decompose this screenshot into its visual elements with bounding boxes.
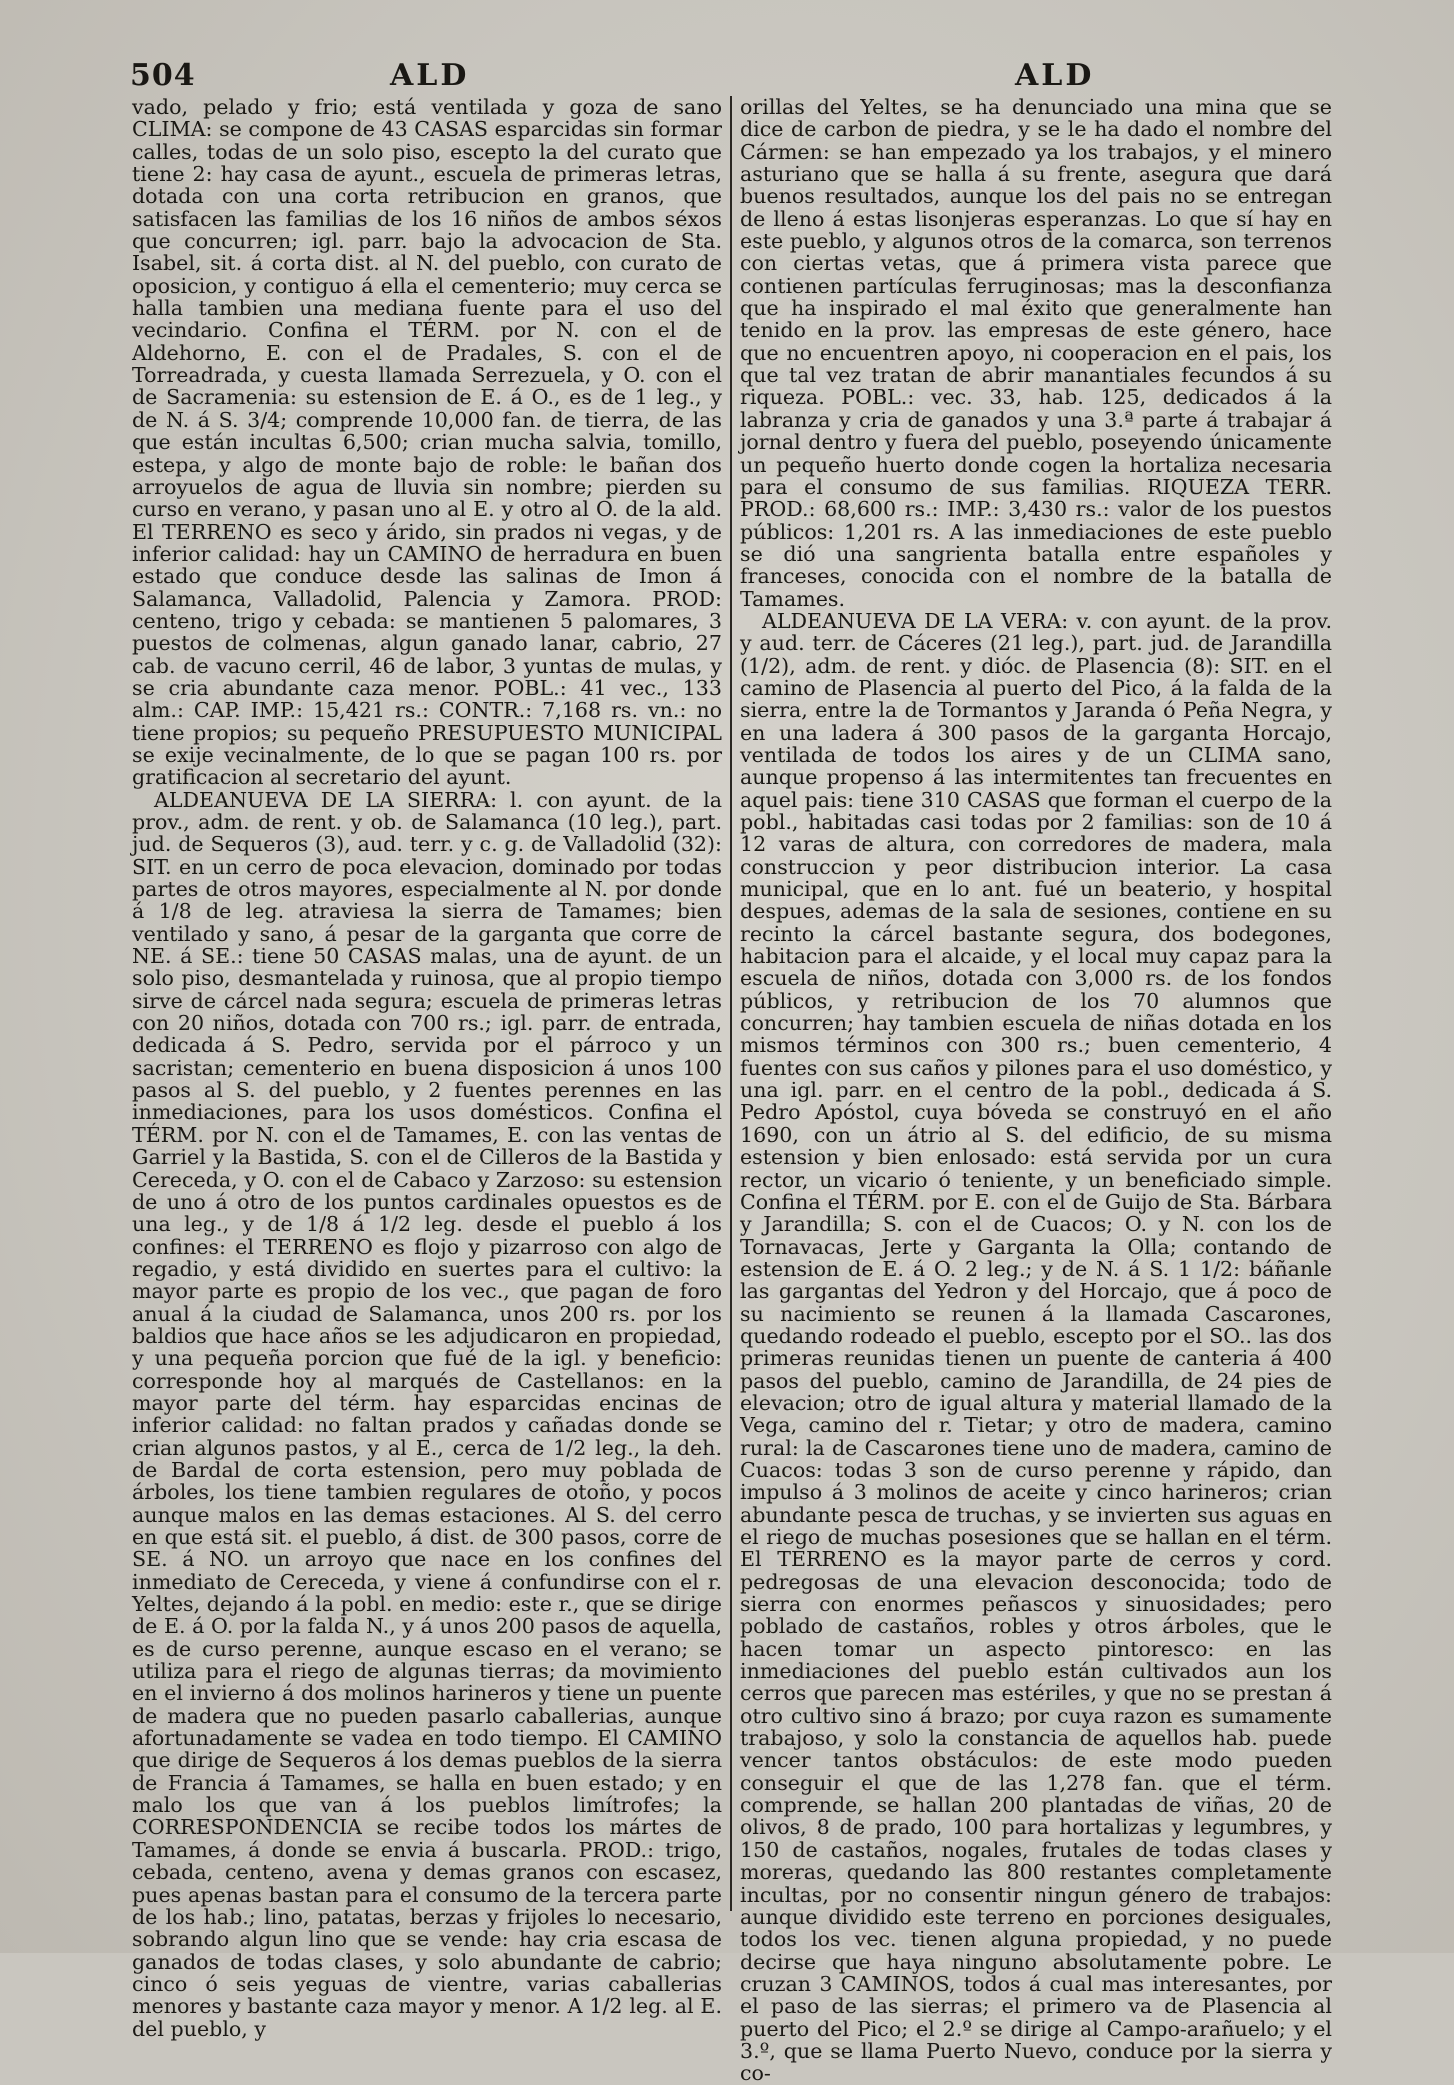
page-header: [130, 58, 1344, 98]
left-paragraph-continuation: vado, pelado y frio; está ventilada y goza de sano CLIMA: se compone de 43 CASAS esparcidas sin formar calles, todas de un solo piso, escepto la del curato que tiene 2: hay casa de ayunt., escuela de primeras letras, dotada con una corta retribucion en granos, que satisfacen las familias de los 16 niños de ambos séxos que concurren; igl. parr. bajo la advocacion de Sta. Isabel, sit. á corta dist. al N. del pueblo, con curato de oposicion, y contiguo á ella el cementerio; muy cerca se halla tambien una mediana fuente para el uso del vecindario. Confina el TÉRM. por N. con el de Aldehorno, E. con el de Pradales, S. con el de Torreadrada, y cuesta llamada Serrezuela, y O. con el de Sacramenia: su estension de E. á O., es de 1 leg., y de N. á S. 3/4; comprende 10,000 fan. de tierra, de las que están incultas 6,500; crian mucha salvia, tomillo, estepa, y algo de monte bajo de roble: le bañan dos arroyuelos de agua de lluvia sin nombre; pierden su curso en verano, y pasan uno al E. y otro al O. de la ald. El TERRENO es seco y árido, sin prados ni vegas, y de inferior calidad: hay un CAMINO de herradura en buen estado que conduce desde las salinas de Imon á Salamanca, Valladolid, Palencia y Zamora. PROD: centeno, trigo y cebada: se mantienen 5 palomares, 3 puestos de colmenas, algun ganado lanar, cabrio, 27 cab. de vacuno cerril, 46 de labor, 3 yuntas de mulas, y se cria abundante caza menor. POBL.: 41 vec., 133 alm.: CAP. IMP.: 15,421 rs.: CONTR.: 7,168 rs. vn.: no tiene propios; su pequeño PRESUPUESTO MUNICIPAL se exije vecinalmente, de lo que se pagan 100 rs. por gratificacion al secretario del ayunt.: [132, 95, 722, 790]
entry-aldeanueva-de-la-sierra: ALDEANUEVA DE LA SIERRA: l. con ayunt. de la prov., adm. de rent. y ob. de Salamanca (10 leg.), part. jud. de Sequeros (3), aud. terr. y c. g. de Valladolid (32): SIT. en un cerro de poca elevacion, dominado por todas partes de otros mayores, especialmente al N. por donde á 1/8 de leg. atraviesa la sierra de Tamames; bien ventilado y sano, á pesar de la garganta que corre de NE. á SE.: tiene 50 CASAS malas, una de ayunt. de un solo piso, desmantelada y ruinosa, que al propio tiempo sirve de cárcel nada segura; escuela de primeras letras con 20 niños, dotada con 700 rs.; igl. parr. de entrada, dedicada á S. Pedro, servida por el párroco y un sacristan; cementerio en buena disposicion á unos 100 pasos al S. del pueblo, y 2 fuentes perennes en las inmediaciones, para los usos domésticos. Confina el TÉRM. por N. con el de Tamames, E. con las ventas de Garriel y la Bastida, S. con el de Cilleros de la Bastida y Cereceda, y O. con el de Cabaco y Zarzoso: su estension de uno á otro de los puntos cardinales opuestos es de una leg., y de 1/8 á 1/2 leg. desde el pueblo á los confines: el TERRENO es flojo y pizarroso con algo de regadio, y está dividido en suertes para el cultivo: la mayor parte es propio de los vec., que pagan de foro anual á la ciudad de Salamanca, unos 200 rs. por los baldios que hace años se les adjudicaron en propiedad, y una pequeña porcion que fué de la igl. y beneficio: corresponde hoy al marqués de Castellanos: en la mayor parte del térm. hay esparcidas encinas de inferior calidad: no faltan prados y cañadas donde se crian algunos pastos, y al E., cerca de 1/2 leg., la deh. de Bardal de corta estension, pero muy poblada de árboles, los tiene tambien regulares de otoño, y pocos aunque malos en las demas estaciones. Al S. del cerro en que está sit. el pueblo, á dist. de 300 pasos, corre de SE. á NO. un arroyo que nace en los confines del inmediato de Cereceda, y viene á confundirse con el r. Yeltes, dejando á la pobl. en medio: este r., que se dirige de E. á O. por la falda N., y á unos 200 pasos de aquella, es de curso perenne, aunque escaso en el verano; se utiliza para el riego de algunas tierras; da movimiento en el invierno á dos molinos harineros y tiene un puente de madera que no pueden pasarlo caballerias, aunque afortunadamente se vadea en todo tiempo. El CAMINO que dirige de Sequeros á los demas pueblos de la sierra de Francia á Tamames, se halla en buen estado; y en malo los que van á los pueblos limítrofes; la CORRESPONDENCIA se recibe todos los mártes de Tamames, á donde se envia á buscarla. PROD.: trigo, cebada, centeno, avena y demas granos con escasez, pues apenas bastan para el consumo de la tercera parte de los hab.; lino, patatas, berzas y frijoles lo necesario, sobrando algun lino que se vende: hay cria escasa de ganados de todas clases, y solo abundante de cabrio; cinco ó seis yeguas de vientre, varias caballerias menores y bastante caza mayor y menor. A 1/2 leg. al E. del pueblo, y: [132, 787, 722, 2041]
right-column: [740, 95, 1332, 2085]
entry-aldeanueva-de-la-vera: ALDEANUEVA DE LA VERA: v. con ayunt. de la prov. y aud. terr. de Cáceres (21 leg.), part. jud. de Jarandilla (1/2), adm. de rent. y dióc. de Plasencia (8): SIT. en el camino de Plasencia al puerto del Pico, á la falda de la sierra, entre la de Tormantos y Jaranda ó Peña Negra, y en una ladera á 300 pasos de la garganta Horcajo, ventilada de todos los aires y de un CLIMA sano, aunque propenso á las intermitentes tan frecuentes en aquel pais: tiene 310 CASAS que forman el cuerpo de la pobl., habitadas casi todas por 2 familias: son de 10 á 12 varas de altura, con corredores de madera, mala construccion y peor distribucion interior. La casa municipal, que en lo ant. fué un beaterio, y hospital despues, ademas de la sala de sesiones, contiene en su recinto la cárcel bastante segura, dos bodegones, habitacion para el alcaide, y el local muy capaz para la escuela de niños, dotada con 3,000 rs. de los fondos públicos, y retribucion de los 70 alumnos que concurren; hay tambien escuela de niñas dotada en los mismos términos con 300 rs.; buen cementerio, 4 fuentes con sus caños y pilones para el uso doméstico, y una igl. parr. en el centro de la pobl., dedicada á S. Pedro Apóstol, cuya bóveda se construyó en el año 1690, con un átrio al S. del edificio, de su misma estension y bien enlosado: está servida por un cura rector, un vicario ó teniente, y un beneficiado simple. Confina el TÉRM. por E. con el de Guijo de Sta. Bárbara y Jarandilla; S. con el de Cuacos; O. y N. con los de Tornavacas, Jerte y Garganta la Olla; contando de estension de E. á O. 2 leg.; y de N. á S. 1 1/2: báñanle las gargantas del Yedron y del Horcajo, que á poco de su nacimiento se reunen á la llamada Cascarones, quedando rodeado el pueblo, escepto por el SO.. las dos primeras reunidas tienen un puente de canteria á 400 pasos del pueblo, camino de Jarandilla, de 24 pies de elevacion; otro de igual altura y material llamado de la Vega, camino del r. Tietar; y otro de madera, camino rural: la de Cascarones tiene uno de madera, camino de Cuacos: todas 3 son de curso perenne y rápido, dan impulso á 3 molinos de aceite y cinco harineros; crian abundante pesca de truchas, y se invierten sus aguas en el riego de muchas posesiones que se hallan en el térm. El TERRENO es la mayor parte de cerros y cord. pedregosas de una elevacion desconocida; todo de sierra con enormes peñascos y sinuosidades; pero poblado de castaños, robles y otros árboles, que le hacen tomar un aspecto pintoresco: en las inmediaciones del pueblo están cultivados aun los cerros que parecen mas estériles, y que no se prestan á otro cultivo sino á brazo; por cuya razon es sumamente trabajoso, y solo la constancia de aquellos hab. puede vencer tantos obstáculos: de este modo pueden conseguir el que de las 1,278 fan. que el térm. comprende, se hallan 200 plantadas de viñas, 20 de olivos, 8 de prado, 100 para hortalizas y legumbres, y 150 de castaños, nogales, frutales de todas clases y moreras, quedando las 800 restantes completamente incultas, por no consentir ningun género de trabajos: aunque dividido este terreno en porciones desiguales, todos los vec. tienen alguna propiedad, y no puede decirse que haya ninguno absolutamente pobre. Le cruzan 3 CAMINOS, todos á cual mas interesantes, por el paso de las sierras; el primero va de Plasencia al puerto del Pico; el 2.º se dirige al Campo-arañuelo; y el 3.º, que se llama Puerto Nuevo, conduce por la sierra y co-: [740, 608, 1332, 2085]
running-head-left: ALD: [390, 58, 470, 93]
page-number: 504: [130, 58, 196, 93]
left-column: [132, 95, 722, 2041]
column-divider: [730, 96, 732, 1911]
right-paragraph-continuation: orillas del Yeltes, se ha denunciado una mina que se dice de carbon de piedra, y se le ha dado el nombre del Cármen: se han empezado ya los trabajos, y el minero asturiano que se halla á su frente, asegura que dará buenos resultados, aunque los del pais no se entregan de lleno á estas lisonjeras esperanzas. Lo que sí hay en este pueblo, y algunos otros de la comarca, son terrenos con ciertas vetas, que á primera vista parece que contienen partículas ferruginosas; mas la desconfianza que ha inspirado el mal éxito que generalmente han tenido en la prov. las empresas de este género, hace que no encuentren apoyo, ni cooperacion en el pais, los que tal vez tratan de abrir manantiales fecundos á su riqueza. POBL.: vec. 33, hab. 125, dedicados á la labranza y cria de ganados y una 3.ª parte á trabajar á jornal dentro y fuera del pueblo, poseyendo únicamente un pequeño huerto donde cogen la hortaliza necesaria para el consumo de sus familias. RIQUEZA TERR. PROD.: 68,600 rs.: IMP.: 3,430 rs.: valor de los puestos públicos: 1,201 rs. A las inmediaciones de este pueblo se dió una sangrienta batalla entre españoles y franceses, conocida con el nombre de la batalla de Tamames.: [740, 95, 1332, 611]
running-head-right: ALD: [1015, 58, 1095, 93]
